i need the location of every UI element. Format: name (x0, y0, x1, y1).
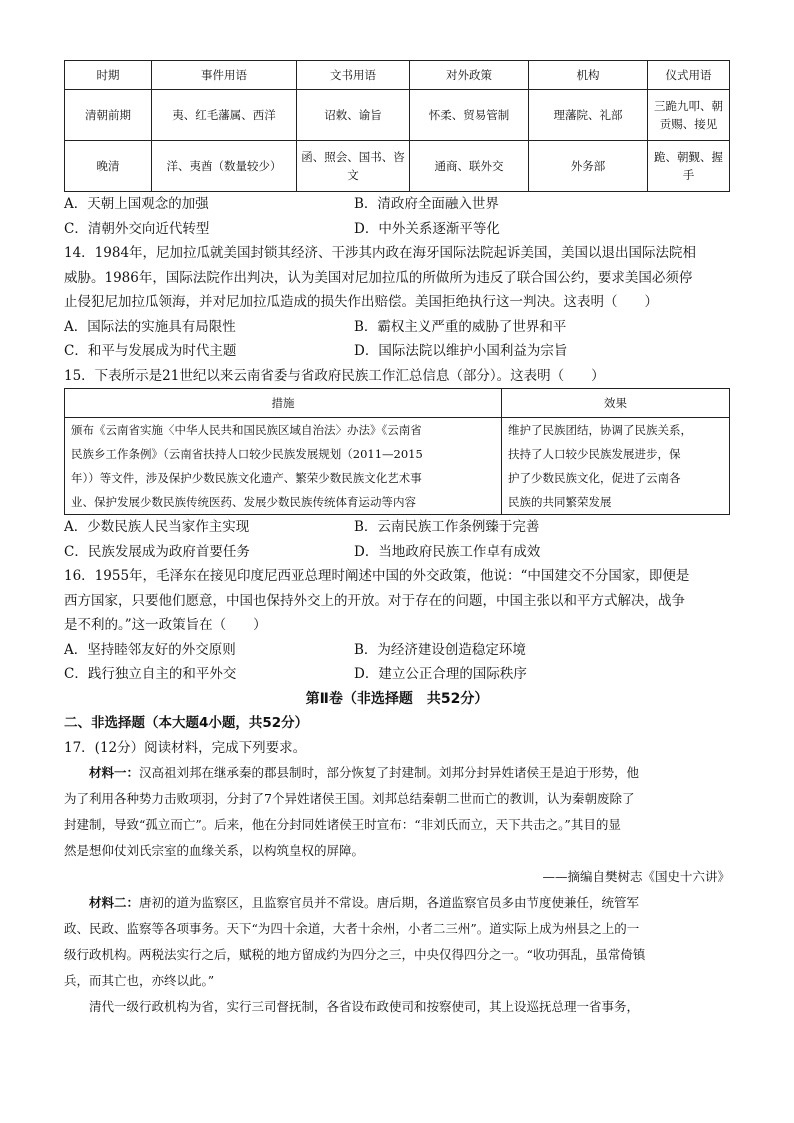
material-label: 材料一： (89, 765, 140, 780)
table-header-cell: 机构 (529, 61, 648, 90)
q14-option-d[interactable]: D．国际法院以维护小国利益为宗旨 (354, 343, 568, 359)
table-header-cell: 文书用语 (297, 61, 410, 90)
q16-options-row1 (64, 638, 730, 663)
q15-option-b[interactable]: B．云南民族工作条例臻于完善 (354, 519, 540, 535)
q15-options-row2 (64, 540, 730, 565)
q16-option-b[interactable]: B．为经济建设创造稳定环境 (354, 641, 526, 658)
table-header-cell: 效果 (502, 389, 730, 418)
q15-options-row1 (64, 515, 730, 540)
effect-line: 扶持了人口较少民族发展进步，保 (508, 447, 681, 461)
q13-options-row1 (64, 192, 730, 217)
q14-stem-line: 止侵犯尼加拉瓜领海，并对尼加拉瓜造成的损失作出赔偿。美国拒绝执行这一判决。这表明（ ） (64, 294, 658, 310)
effect-line: 护了少数民族文化，促进了云南各 (508, 471, 681, 485)
q14-options-row1 (64, 315, 730, 340)
table-cell: 夷、红毛藩属、西洋 (152, 90, 297, 141)
table-header-cell: 仪式用语 (648, 61, 730, 90)
table-cell: 函、照会、国书、咨文 (297, 141, 410, 192)
q13-option-b[interactable]: B．清政府全面融入世界 (354, 196, 499, 212)
q13-options-row2 (64, 217, 730, 242)
material-line: 然是想仰仗刘氏宗室的血缘关系，以构筑皇权的屏障。 (64, 843, 365, 858)
q15-option-c[interactable]: C．民族发展成为政府首要任务 (64, 543, 250, 560)
measure-line: 业、保护发展少数民族传统医药、发展少数民族传统体育运动等内容 (71, 495, 416, 509)
table-cell: 理藩院、礼部 (529, 90, 648, 141)
measure-line: 年））等文件，涉及保护少数民族文化遗产、繁荣少数民族文化艺术事 (71, 471, 422, 485)
table-header-row (65, 61, 730, 90)
table-cell: 跪、朝觐、握手 (648, 141, 730, 192)
q16-stem-line: 是不利的。”这一政策旨在（ ） (64, 617, 267, 633)
material-line: 为了利用各种势力击败项羽，分封了7个异姓诸侯王国。刘邦总结秦朝二世而亡的教训，认为秦朝废除了 (64, 791, 635, 806)
measure-line: 民族乡工作条例》（云南省扶持人口较少民族发展规划（2011—2015 (71, 447, 423, 461)
table-cell: 外务部 (529, 141, 648, 192)
material-line: 政、民政、监察等各项事务。天下“为四十余道，大者十余州，小者二三州”。道实际上成为州县之上的一 (64, 921, 640, 936)
table-cell: 晚清 (65, 141, 152, 192)
q14-option-a[interactable]: A．国际法的实施具有局限性 (64, 318, 236, 335)
material-line (64, 760, 730, 786)
material-line: 兵，而其亡也，亦终以此。” (64, 973, 215, 988)
effect-line: 维护了民族团结，协调了民族关系， (508, 423, 692, 437)
table-header-cell: 措施 (65, 389, 502, 418)
table-cell: 清朝前期 (65, 90, 152, 141)
exam-page (64, 60, 730, 1020)
q16-option-d[interactable]: D．建立公正合理的国际秩序 (354, 666, 527, 682)
section-heading: 二、非选择题（本大题4小题，共52分） (64, 715, 309, 731)
q14-stem-line: 威胁。1986年，国际法院作出判决，认为美国对尼加拉瓜的所做所为违反了联合国公约，要求美国必须停 (64, 269, 693, 286)
effect-line: 民族的共同繁荣发展 (508, 495, 612, 509)
q15-stem: 15．下表所示是21世纪以来云南省委与省政府民族工作汇总信息（部分）。这表明（ ） (64, 367, 605, 384)
q13-option-d[interactable]: D．中外关系逐渐平等化 (354, 220, 500, 237)
table-row (65, 418, 730, 515)
diplomacy-terms-table (64, 60, 730, 192)
q16-option-a[interactable]: A．坚持睦邻友好的外交原则 (64, 641, 236, 658)
q14-options-row2 (64, 339, 730, 364)
table-header-cell: 事件用语 (152, 61, 297, 90)
table-header-cell: 对外政策 (410, 61, 529, 90)
table-row (65, 141, 730, 192)
table-header-cell: 时期 (65, 61, 152, 90)
measures-cell (65, 418, 502, 515)
effects-cell (502, 418, 730, 515)
q15-option-a[interactable]: A．少数民族人民当家作主实现 (64, 519, 250, 535)
q17-stem: 17．(12分）阅读材料，完成下列要求。 (64, 739, 307, 756)
material-two (64, 890, 730, 1020)
q16-options-row2 (64, 662, 730, 687)
material-line: 封建制，导致“孤立而亡”。后来，他在分封同姓诸侯王时宣布：“非刘氏而立，天下共击之。”其目的显 (64, 817, 621, 832)
q14-option-c[interactable]: C．和平与发展成为时代主题 (64, 343, 237, 359)
material-one (64, 760, 730, 890)
q16-stem-line: 西方国家，只要他们愿意，中国也保持外交上的开放。对于存在的问题，中国主张以和平方式解决，战争 (64, 592, 685, 609)
q14-option-b[interactable]: B．霸权主义严重的威胁了世界和平 (354, 318, 567, 335)
q16-option-c[interactable]: C．践行独立自主的和平外交 (64, 666, 237, 682)
material-line: 清代一级行政机构为省，实行三司督抚制，各省设布政使司和按察使司，其上设巡抚总理一省事务， (89, 999, 640, 1014)
material-text: 汉高祖刘邦在继承秦的郡县制时，部分恢复了封建制。刘邦分封异姓诸侯王是迫于形势，他 (139, 765, 640, 780)
table-cell: 怀柔、贸易管制 (410, 90, 529, 141)
yunnan-ethnic-work-table (64, 388, 730, 515)
material-label: 材料二： (89, 895, 140, 910)
table-cell: 洋、夷酋（数量较少） (152, 141, 297, 192)
q16-stem-line: 16．1955年，毛泽东在接见印度尼西亚总理时阐述中国的外交政策，他说：“中国建交不分国家，即便是 (64, 568, 690, 584)
measure-line: 颁布《云南省实施〈中华人民共和国民族区域自治法〉办法》《云南省 (71, 423, 422, 437)
material-source: ——摘编自樊树志《国史十六讲》 (542, 869, 730, 884)
table-cell: 三跪九叩、朝贡赐、接见 (648, 90, 730, 141)
q13-option-c[interactable]: C．清朝外交向近代转型 (64, 220, 210, 237)
material-line (64, 890, 730, 916)
q14-stem-line: 14．1984年，尼加拉瓜就美国封锁其经济、干涉其内政在海牙国际法院起诉美国，美国以退出国际法院相 (64, 245, 697, 261)
q13-option-a[interactable]: A．天朝上国观念的加强 (64, 196, 209, 212)
material-text: 唐初的道为监察区，且监察官员并不常设。唐后期，各道监察官员多由节度使兼任，统管军 (139, 895, 640, 910)
table-cell: 诏敕、谕旨 (297, 90, 410, 141)
table-cell: 通商、联外交 (410, 141, 529, 192)
material-line: 级行政机构。两税法实行之后，赋税的地方留成约为四分之三，中央仅得四分之一。“收功弭乱，虽常倚镇 (64, 947, 646, 962)
q15-option-d[interactable]: D．当地政府民族工作卓有成效 (354, 543, 541, 560)
section-title: 第Ⅱ卷（非选择题 共52分） (305, 690, 489, 707)
table-header-row (65, 389, 730, 418)
table-row (65, 90, 730, 141)
